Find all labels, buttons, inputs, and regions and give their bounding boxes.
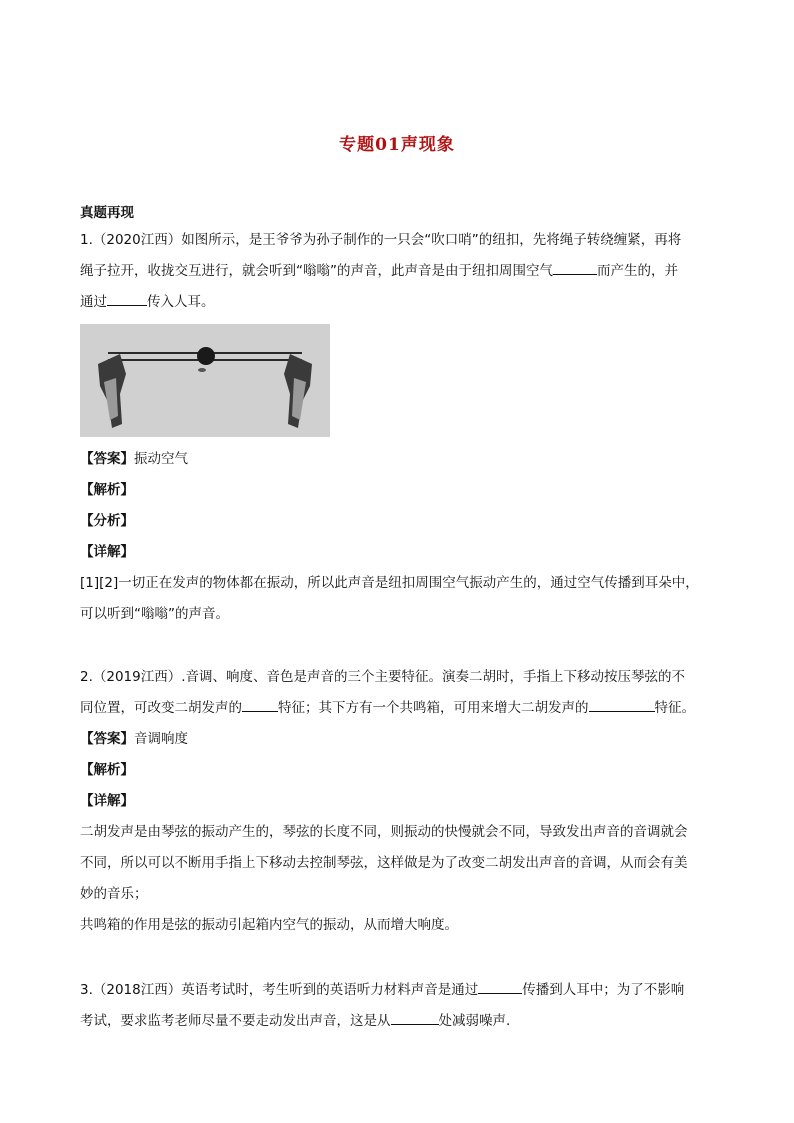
question-text-part: 特征。 (654, 700, 695, 716)
explanation-text: 可以听到“嗡嗡”的声音。 (80, 606, 229, 622)
explanation-text: 妙的音乐； (80, 886, 148, 902)
analysis-tag: 【解析】 (80, 482, 134, 498)
question-text-part: 而产生的，并 (597, 263, 678, 279)
answer-blank (242, 695, 278, 712)
question-text-part: 通过 (80, 294, 107, 310)
question-text-part: 传播到人耳中；为了不影响 (522, 982, 685, 998)
explanation-text: 不同，所以可以不断用手指上下移动去控制琴弦，这样做是为了改变二胡发出声音的音调，从而会有美 (80, 855, 688, 871)
question-text: 1.（2020江西）如图所示，是王爷爷为孙子制作的一只会“吹口哨”的纽扣，先将绳子转绕缠紧，再将 (80, 232, 682, 248)
detail-tag: 【详解】 (80, 544, 134, 560)
question-2 (80, 662, 720, 941)
answer-section-1 (80, 444, 720, 630)
answer-value: 音调响度 (134, 731, 188, 747)
answer-blank (553, 258, 597, 275)
answer-line (80, 444, 720, 475)
answer-tag: 【答案】 (80, 731, 134, 747)
answer-tag: 【答案】 (80, 451, 134, 467)
question-text (80, 287, 720, 318)
button-whistle-figure (80, 324, 330, 437)
question-text (80, 1006, 720, 1037)
question-text-part: 传入人耳。 (147, 294, 215, 310)
question-text-part: 考试，要求监考老师尽量不要走动发出声音，这是从 (80, 1013, 391, 1029)
answer-blank (589, 695, 655, 712)
figure-drawing (80, 324, 330, 437)
explanation-text: 共鸣箱的作用是弦的振动引起箱内空气的振动，从而增大响度。 (80, 917, 458, 933)
explanation-text: [1][2]一切正在发声的物体都在振动，所以此声音是纽扣周围空气振动产生的，通过空气传播到耳朵中， (80, 575, 699, 591)
question-text (80, 256, 720, 287)
question-text-part: 处减弱噪声. (438, 1013, 511, 1029)
question-3 (80, 975, 720, 1037)
question-text-part: 绳子拉开，收拢交互进行，就会听到“嗡嗡”的声音，此声音是由于纽扣周围空气 (80, 263, 553, 279)
detail-tag: 【详解】 (80, 793, 134, 809)
page-title: 专题01声现象 (339, 135, 455, 155)
question-1 (80, 225, 720, 318)
fenxi-tag: 【分析】 (80, 513, 134, 529)
answer-blank (478, 977, 522, 994)
answer-line (80, 724, 720, 755)
question-text-part: 特征；其下方有一个共鸣箱，可用来增大二胡发声的 (278, 700, 589, 716)
analysis-tag: 【解析】 (80, 762, 134, 778)
section-heading: 真题再现 (80, 205, 134, 221)
answer-blank (107, 289, 147, 306)
question-text: 2.（2019江西）.音调、响度、音色是声音的三个主要特征。演奏二胡时，手指上下移动按压琴弦的不 (80, 669, 686, 685)
question-text (80, 693, 720, 724)
question-text-part: 同位置，可改变二胡发声的 (80, 700, 242, 716)
explanation-text: 二胡发声是由琴弦的振动产生的，琴弦的长度不同，则振动的快慢就会不同，导致发出声音的音调就会 (80, 824, 688, 840)
question-text (80, 975, 720, 1006)
question-text-part: 3.（2018江西）英语考试时，考生听到的英语听力材料声音是通过 (80, 982, 479, 998)
answer-blank (391, 1008, 439, 1025)
answer-value: 振动空气 (134, 451, 188, 467)
